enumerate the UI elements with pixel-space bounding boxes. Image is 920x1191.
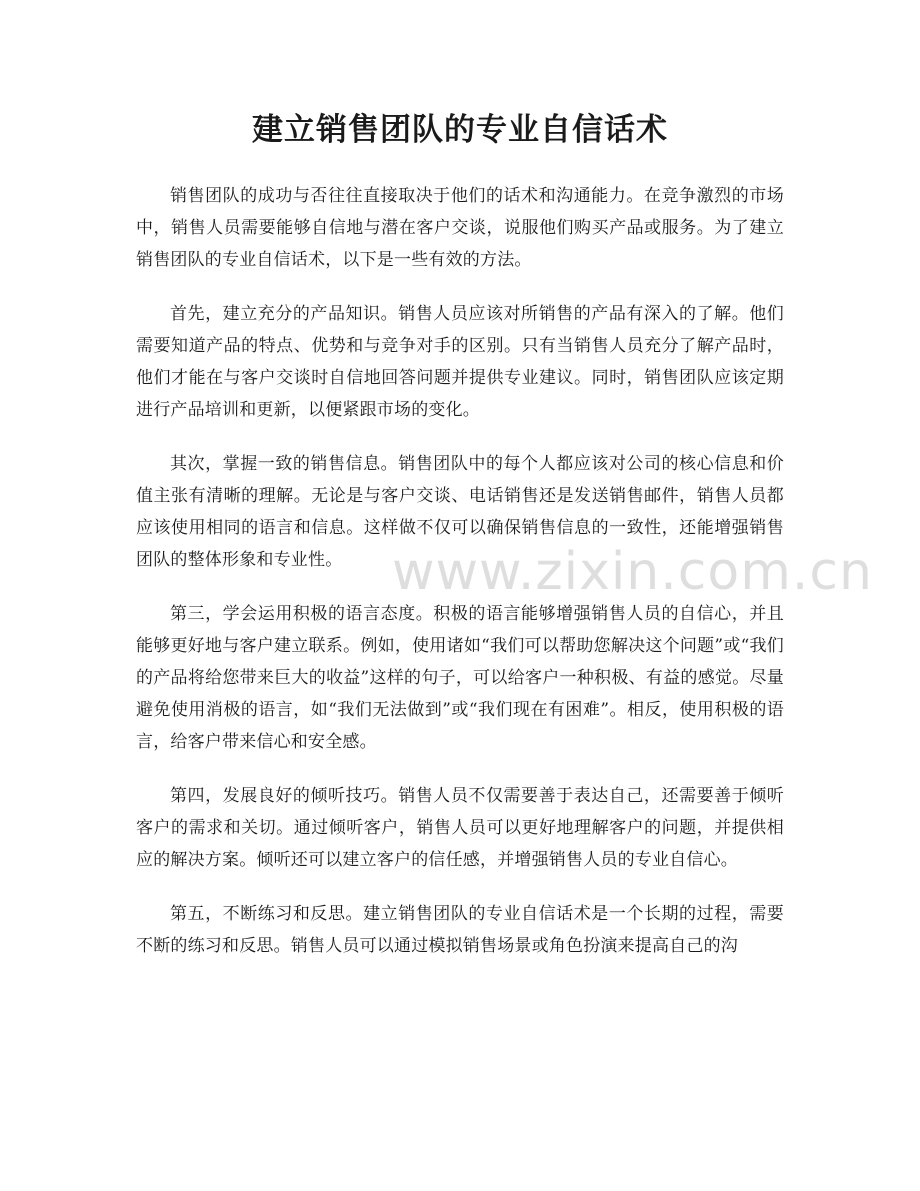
paragraph-product-knowledge: 首先，建立充分的产品知识。销售人员应该对所销售的产品有深入的了解。他们需要知道产品的特点、优势和与竞争对手的区别。只有当销售人员充分了解产品时，他们才能在与客户交谈时自信地回答问题并提供专业建议。同时，销售团队应该定期进行产品培训和更新，以便紧跟市场的变化。 (136, 304, 784, 420)
watermark: www.zixin.com.cn (392, 542, 873, 602)
paragraph-intro: 销售团队的成功与否往往直接取决于他们的话术和沟通能力。在竞争激烈的市场中，销售人员需要能够自信地与潜在客户交谈，说服他们购买产品或服务。为了建立销售团队的专业自信话术，以下是一些有效的方法。 (136, 186, 784, 270)
paragraph-positive-language: 第三，学会运用积极的语言态度。积极的语言能够增强销售人员的自信心，并且能够更好地与客户建立联系。例如，使用诸如“我们可以帮助您解决这个问题”或“我们的产品将给您带来巨大的收益”这样的句子，可以给客户一种积极、有益的感觉。尽量避免使用消极的语言，如“我们无法做到”或“我们现在有困难”。相反，使用积极的语言，给客户带来信心和安全感。 (136, 604, 784, 752)
paragraph-listening-skills: 第四，发展良好的倾听技巧。销售人员不仅需要善于表达自己，还需要善于倾听客户的需求和关切。通过倾听客户，销售人员可以更好地理解客户的问题，并提供相应的解决方案。倾听还可以建立客户的信任感，并增强销售人员的专业自信心。 (136, 786, 784, 870)
document-title: 建立销售团队的专业自信话术 (252, 112, 668, 148)
paragraph-practice-reflection: 第五，不断练习和反思。建立销售团队的专业自信话术是一个长期的过程，需要不断的练习和反思。销售人员可以通过模拟销售场景或角色扮演来提高自己的沟 (136, 904, 784, 956)
document-body (136, 180, 784, 984)
paragraph-consistent-message: 其次，掌握一致的销售信息。销售团队中的每个人都应该对公司的核心信息和价值主张有清晰的理解。无论是与客户交谈、电话销售还是发送销售邮件，销售人员都应该使用相同的语言和信息。这样做不仅可以确保销售信息的一致性，还能增强销售团队的整体形象和专业性。 (136, 454, 784, 570)
